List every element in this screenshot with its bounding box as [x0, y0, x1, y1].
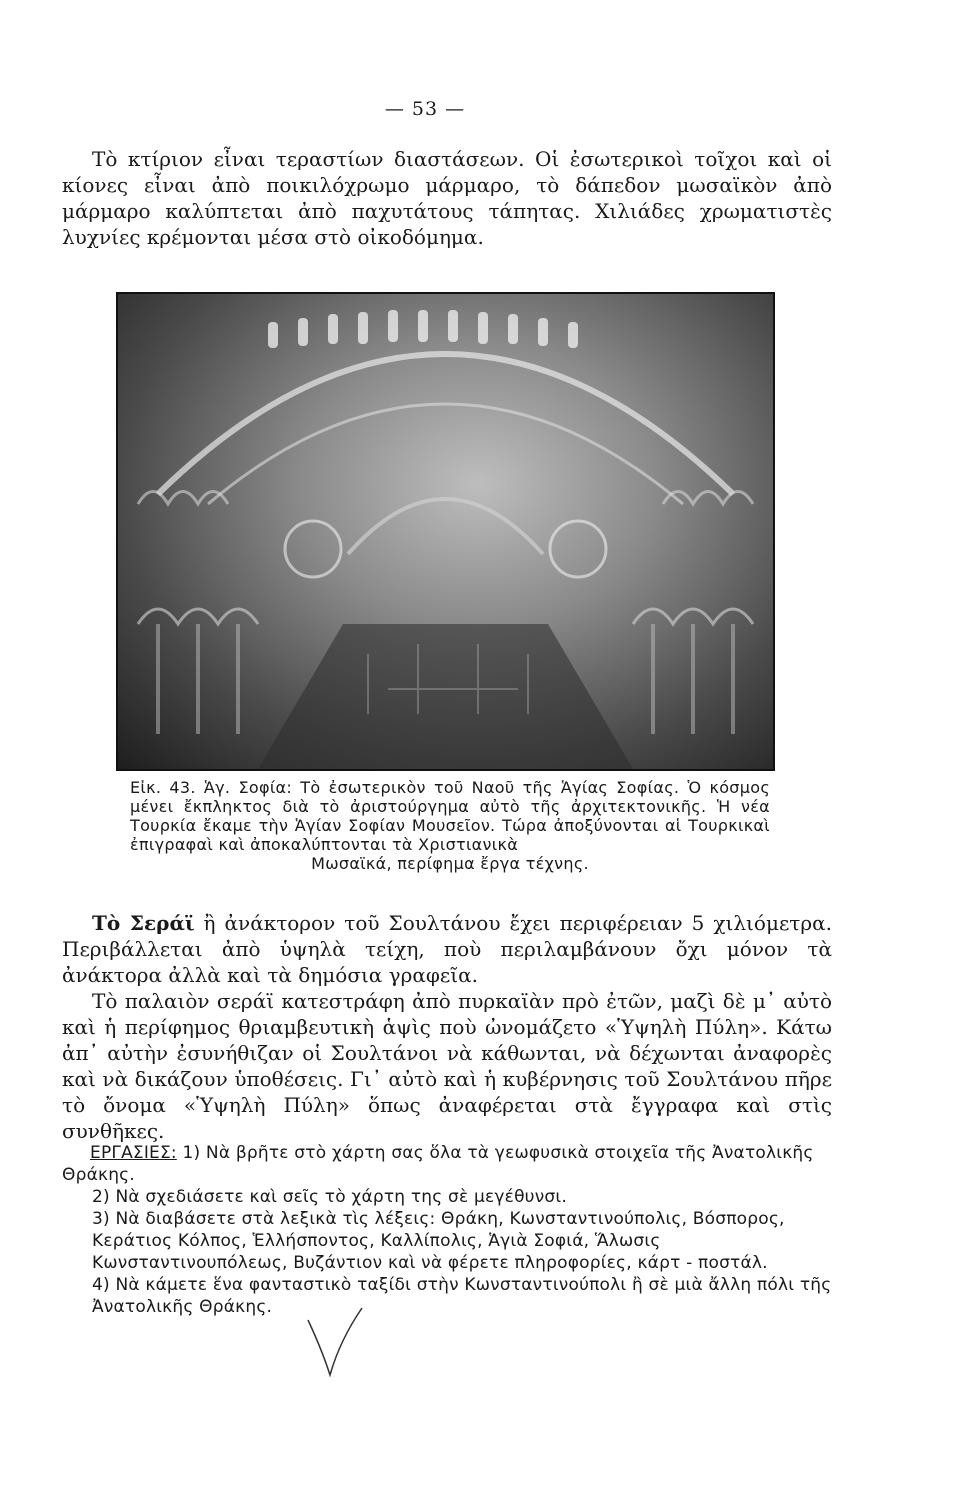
serai-paragraph-1 [62, 910, 832, 988]
tasks-section [62, 1142, 852, 1318]
task-1-text: 1) Νὰ βρῆτε στὸ χάρτη σας ὅλα τὰ γεωφυσικὰ στοιχεῖα τῆς Ἀνατολικῆς Θράκης. [62, 1143, 814, 1185]
task-3: 3) Νὰ διαβάσετε στὰ λεξικὰ τὶς λέξεις: Θράκη, Κωνσταντινούπολις, Βόσπορος, Κεράτιος Κόλπος, Ἑλλήσποντος, Καλλίπολις, Ἁγιὰ Σοφιά, Ἅλωσις Κωνσταντινουπόλεως, Βυζάντιον καὶ νὰ φέρετε πληροφορίες, κάρτ - ποστάλ. [92, 1209, 785, 1273]
task-1 [62, 1142, 852, 1186]
page-number: — 53 — [384, 98, 466, 120]
figure-caption [130, 778, 770, 873]
hagia-sophia-interior-photo [116, 292, 775, 771]
serai-section [62, 910, 832, 1144]
serai-paragraph-1-text: ἢ ἀνάκτορον τοῦ Σουλτάνου ἔχει περιφέρειαν 5 χιλιόμετρα. Περιβάλλεται ἀπὸ ὑψηλὰ τείχη, ποὺ περιλαμβάνουν ὄχι μόνον τὰ ἀνάκτορα ἀλλὰ καὶ τὰ δημόσια γραφεῖα. [62, 911, 832, 987]
caption-line-3: Μωσαϊκά, περίφημα ἔργα τέχνης. [311, 854, 589, 873]
intro-text: Τὸ κτίριον εἶναι τεραστίων διαστάσεων. Οἱ ἐσωτερικοὶ τοῖχοι καὶ οἱ κίονες εἶναι ἀπὸ ποικιλόχρωμο μάρμαρο, τὸ δάπεδον μωσαϊκὸν ἀπὸ μάρμαρο καλύπτεται ἀπὸ παχυτάτους τάπητας. Χιλιάδες χρωματιστὲς λυχνίες κρέμονται μέσα στὸ οἰκοδόμημα. [62, 147, 832, 249]
serai-lead: Τὸ Σεράϊ [92, 911, 195, 935]
photo-illustration [118, 294, 773, 769]
task-4: 4) Νὰ κάμετε ἕνα φανταστικὸ ταξίδι στὴν Κωνσταντινούπολι ἢ σὲ μιὰ ἄλλη πόλι τῆς Ἀνατολικῆς Θράκης. [92, 1275, 832, 1317]
handwritten-check-mark [300, 1300, 370, 1380]
caption-line-1: Εἰκ. 43. Ἁγ. Σοφία: Τὸ ἐσωτερικὸν τοῦ Ναοῦ τῆς Ἁγίας Σοφίας. [130, 778, 680, 797]
tasks-heading: ΕΡΓΑΣΙΕΣ: [90, 1143, 177, 1163]
caption-line-2: Ὁ κόσμος μένει ἔκπληκτος διὰ τὸ ἀριστούργημα αὐτὸ τῆς ἀρχιτεκτονικῆς. Ἡ νέα Τουρκία ἔκαμε τὴν Ἁγίαν Σοφίαν Μουσεῖον. Τώρα ἀποξύνονται αἱ Τουρκικαὶ ἐπιγραφαὶ καὶ ἀποκαλύπτονται τὰ Χριστιανικὰ [130, 778, 771, 854]
intro-paragraph [62, 146, 832, 250]
serai-paragraph-2: Τὸ παλαιὸν σεράϊ κατεστράφη ἀπὸ πυρκαϊὰν πρὸ ἐτῶν, μαζὶ δὲ μ᾽ αὐτὸ καὶ ἡ περίφημος θριαμβευτικὴ ἁψὶς ποὺ ὠνομάζετο «Ὑψηλὴ Πύλη». Κάτω ἀπ᾽ αὐτὴν ἐσυνήθιζαν οἱ Σουλτάνοι νὰ κάθωνται, νὰ δέχωνται ἀναφορὲς καὶ νὰ δικάζουν ὑποθέσεις. Γι᾽ αὐτὸ καὶ ἡ κυβέρνησις τοῦ Σουλτάνου πῆρε τὸ ὄνομα «Ὑψηλὴ Πύλη» ὅπως ἀναφέρεται στὰ ἔγγραφα καὶ στὶς συνθῆκες. [62, 989, 832, 1143]
task-2: 2) Νὰ σχεδιάσετε καὶ σεῖς τὸ χάρτη της σὲ μεγέθυνσι. [92, 1187, 567, 1207]
